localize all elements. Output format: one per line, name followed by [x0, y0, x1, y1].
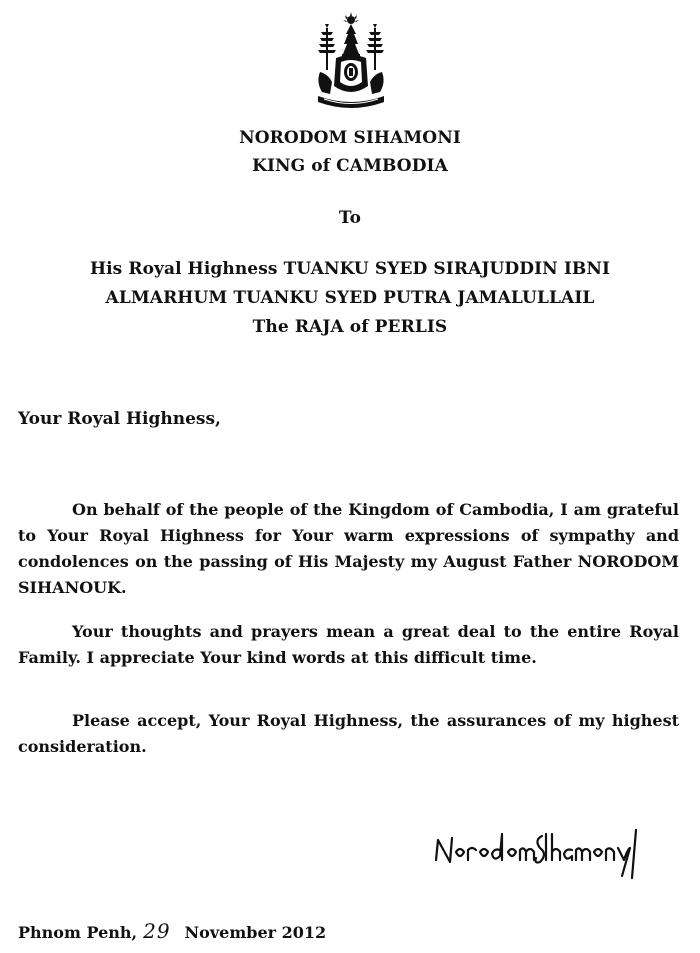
- to-label: To: [338, 208, 362, 228]
- recipient-line-2: ALMARHUM TUANKU SYED PUTRA JAMALULLAIL: [105, 288, 595, 308]
- salutation: Your Royal Highness,: [18, 409, 221, 429]
- month-year: November 2012: [184, 923, 327, 942]
- handwritten-signature: [430, 822, 645, 882]
- sender-name: NORODOM SIHAMONI: [239, 128, 461, 148]
- recipient-line-3: The RAJA of PERLIS: [252, 317, 448, 337]
- royal-coat-of-arms-icon: [312, 12, 390, 114]
- place: Phnom Penh,: [18, 923, 138, 942]
- body-paragraph: Please accept, Your Royal Highness, the assurances of my highest consideration.: [18, 711, 679, 756]
- sender-title: KING of CAMBODIA: [252, 156, 448, 176]
- body-paragraph: On behalf of the people of the Kingdom of Cambodia, I am grateful to Your Royal Highness for Your warm expressions of sympathy and condolences on the passing of His Majesty my August Father NORODOM SIHANOUK.: [18, 500, 679, 597]
- body-paragraph: Your thoughts and prayers mean a great deal to the entire Royal Family. I appreciate Your kind words at this difficult time.: [18, 622, 679, 667]
- recipient-line-1: His Royal Highness TUANKU SYED SIRAJUDDIN IBNI: [89, 259, 611, 279]
- place-date-line: [18, 920, 326, 944]
- day-handwritten: 29: [143, 919, 171, 943]
